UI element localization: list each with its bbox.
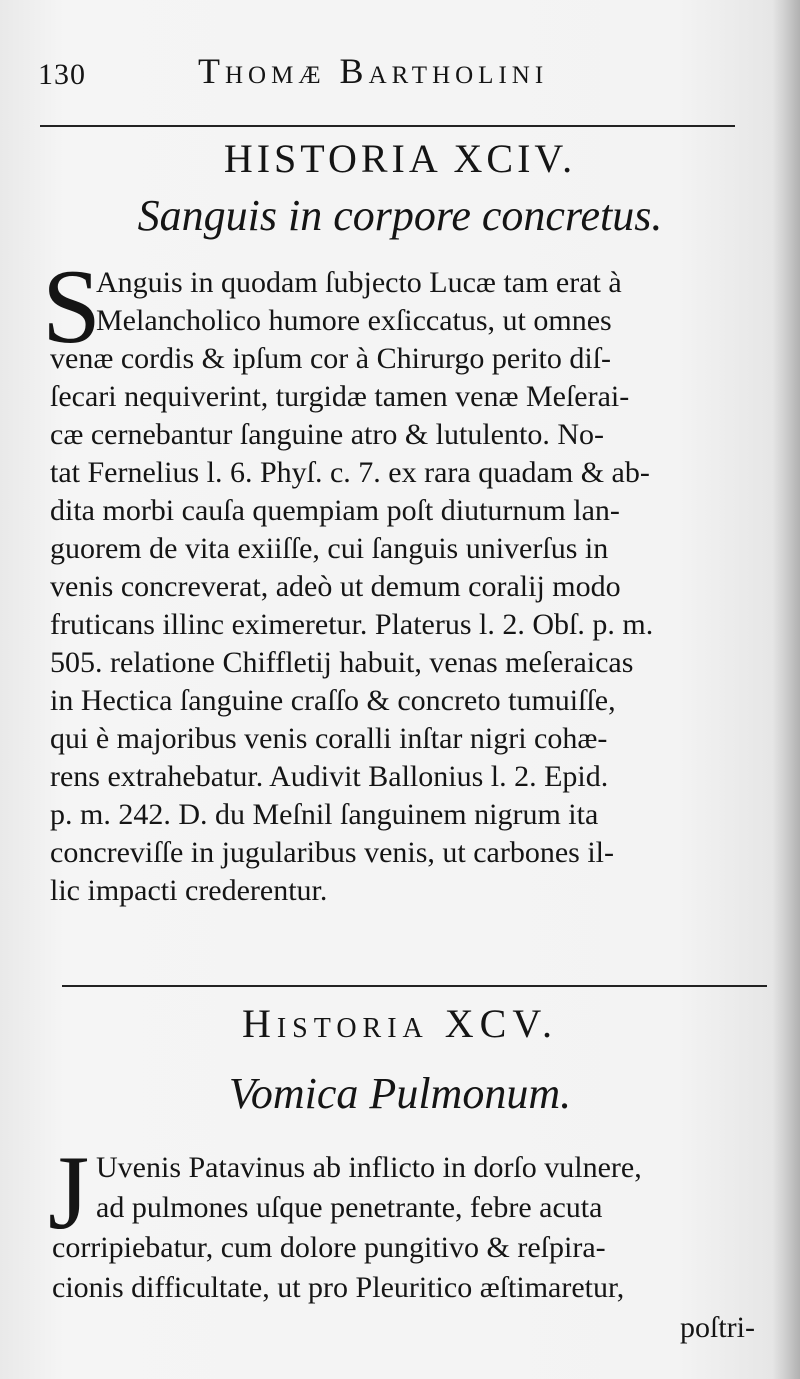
text-line: in Hectica ſanguine craſſo & concreto tumuiſſe, <box>50 684 616 717</box>
text-line: concreviſſe in jugularibus venis, ut carbones il- <box>50 836 615 869</box>
text-line: Uvenis Patavinus ab inflicto in dorſo vulnere, <box>96 1151 642 1184</box>
catchword: poſtri- <box>680 1311 755 1344</box>
text-line: cæ cernebantur ſanguine atro & lutulento. No- <box>50 418 604 451</box>
running-head: Thomæ Bartholini <box>198 51 549 91</box>
text-line: 505. relatione Chiffletij habuit, venas meſeraicas <box>50 646 634 679</box>
section-rule <box>62 985 767 987</box>
text-line: corripiebatur, cum dolore pungitivo & reſpira- <box>52 1231 606 1264</box>
text-line: rens extrahebatur. Audivit Ballonius l. 2. Epid. <box>50 760 609 793</box>
text-line: Melancholico humore exſiccatus, ut omnes <box>96 304 612 337</box>
historia-94-title: HISTORIA XCIV. <box>223 136 577 181</box>
text-line: venis concreverat, adeò ut demum coralij modo <box>50 570 621 603</box>
historia-95-dropcap: J <box>48 1134 90 1251</box>
text-line: guorem de vita exiiſſe, cui ſanguis univerſus in <box>50 532 609 565</box>
header-rule <box>40 125 735 127</box>
text-line: ad pulmones uſque penetrante, febre acuta <box>96 1191 603 1224</box>
text-line: dita morbi cauſa quempiam poſt diuturnum lan- <box>50 494 620 527</box>
text-line: fruticans illinc eximeretur. Platerus l. 2. Obſ. p. m. <box>50 608 654 641</box>
page-header <box>38 50 748 100</box>
text-line: cionis difficultate, ut pro Pleuritico æſtimaretur, <box>52 1271 625 1304</box>
historia-95-title: Historia XCV. <box>241 1001 559 1046</box>
historia-94-dropcap: S <box>42 248 101 365</box>
text-line: p. m. 242. D. du Meſnil ſanguinem nigrum ita <box>50 798 599 831</box>
page-number: 130 <box>38 58 86 91</box>
text-line: tat Fernelius l. 6. Phyſ. c. 7. ex rara quadam & ab- <box>50 456 650 489</box>
text-line: Anguis in quodam ſubjecto Lucæ tam erat à <box>96 266 622 299</box>
text-line: venæ cordis & ipſum cor à Chirurgo perito diſ- <box>50 342 612 375</box>
historia-95-subtitle: Vomica Pulmonum. <box>228 1069 572 1118</box>
text-line: lic impacti crederentur. <box>50 874 328 907</box>
historia-94-subtitle: Sanguis in corpore concretus. <box>137 191 663 240</box>
text-line: ſecari nequiverint, turgidæ tamen venæ Meſerai- <box>50 380 630 413</box>
text-line: qui è majoribus venis coralli inſtar nigri cohæ- <box>50 722 608 755</box>
